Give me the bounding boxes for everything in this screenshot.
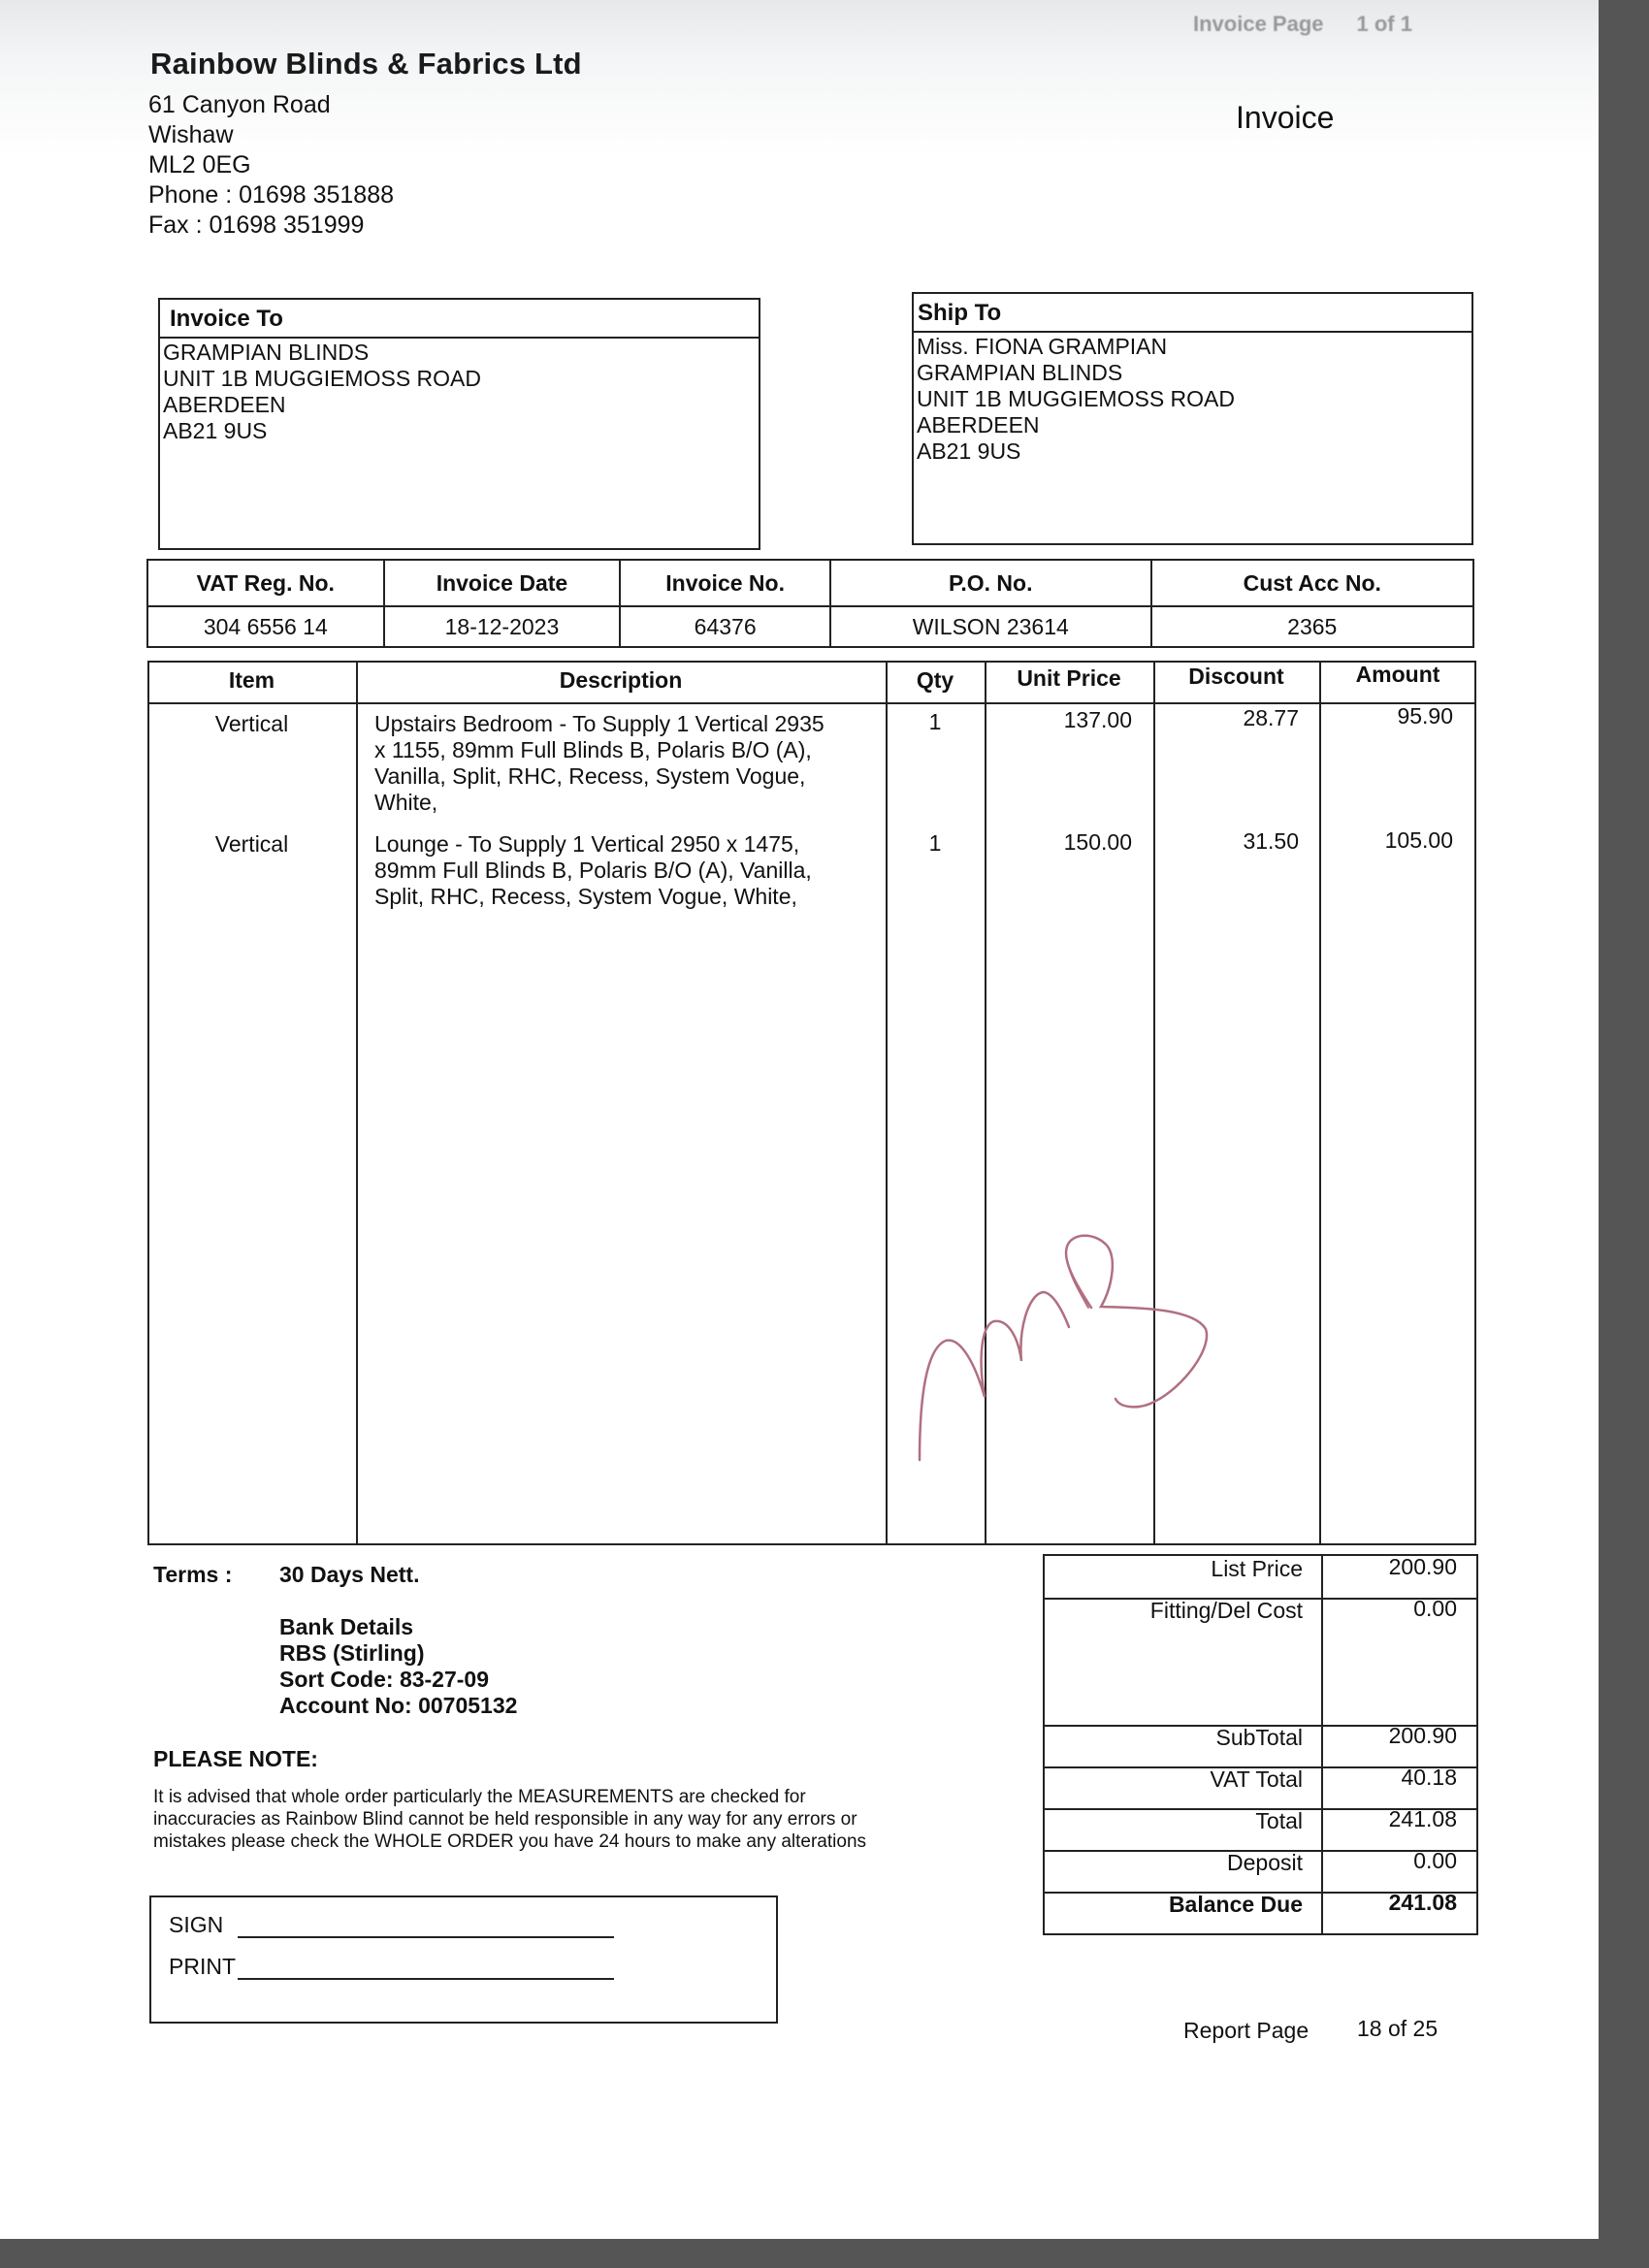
invoice-page-value: 1 of 1 [1356, 12, 1412, 36]
qty-header: Qty [916, 667, 954, 693]
ship-to-title: Ship To [914, 294, 1471, 333]
ship-to-line: Miss. FIONA GRAMPIAN [917, 334, 1168, 359]
item-amount: 95.90 [1397, 703, 1453, 729]
unit-price-header: Unit Price [1017, 665, 1121, 691]
item-name: Vertical [214, 711, 289, 736]
column-divider [356, 661, 358, 1545]
item-unit-price: 150.00 [1063, 829, 1132, 855]
invoice-no-header: Invoice No. [620, 560, 830, 606]
po-no-value: WILSON 23614 [830, 606, 1151, 647]
invoice-to-box [158, 298, 760, 550]
note-line: mistakes please check the WHOLE ORDER you have 24 hours to make any alterations [153, 1831, 867, 1852]
note-line: inaccuracies as Rainbow Blind cannot be held responsible in any way for any errors or [153, 1809, 857, 1830]
ship-to-box [912, 292, 1473, 545]
totals-label: SubTotal [1215, 1725, 1303, 1750]
item-description [374, 831, 879, 910]
invoice-to-line: ABERDEEN [163, 392, 286, 417]
bank-details-title: Bank Details [279, 1614, 414, 1639]
description-line: Lounge - To Supply 1 Vertical 2950 x 1475, [374, 831, 800, 857]
item-qty: 1 [928, 830, 942, 856]
company-address-line: 61 Canyon Road [148, 91, 331, 118]
balance-due-label: Balance Due [1168, 1892, 1303, 1917]
totals-value: 0.00 [1413, 1848, 1457, 1873]
print-line[interactable] [238, 1978, 614, 1980]
terms-label: Terms : [153, 1562, 233, 1587]
company-address [148, 90, 394, 241]
item-description [374, 711, 879, 816]
ship-to-line: UNIT 1B MUGGIEMOSS ROAD [917, 386, 1236, 411]
item-amount: 105.00 [1384, 827, 1453, 853]
ship-to-line: AB21 9US [917, 438, 1021, 464]
company-fax: Fax : 01698 351999 [148, 211, 365, 239]
totals-column-divider [1321, 1554, 1323, 1935]
totals-value: 40.18 [1401, 1765, 1457, 1790]
description-line: Vanilla, Split, RHC, Recess, System Vogue, [374, 763, 806, 789]
invoice-to-title: Invoice To [160, 300, 759, 339]
description-line: 89mm Full Blinds B, Polaris B/O (A), Vanilla, [374, 858, 812, 883]
item-name: Vertical [214, 831, 289, 857]
meta-header-row [147, 560, 1473, 606]
invoice-date-header: Invoice Date [384, 560, 621, 606]
handwritten-signature [873, 1203, 1261, 1494]
column-divider [1319, 661, 1321, 1545]
description-line: Upstairs Bedroom - To Supply 1 Vertical 2935 [374, 711, 824, 736]
item-qty: 1 [928, 709, 942, 734]
totals-value: 200.90 [1388, 1554, 1457, 1579]
invoice-page-counter [1193, 12, 1412, 37]
item-unit-price: 137.00 [1063, 707, 1132, 732]
totals-label: List Price [1211, 1556, 1303, 1581]
invoice-to-line: UNIT 1B MUGGIEMOSS ROAD [163, 366, 482, 391]
note-line: It is advised that whole order particularly the MEASUREMENTS are checked for [153, 1787, 806, 1807]
ship-to-line: ABERDEEN [917, 412, 1040, 437]
items-header-divider [147, 702, 1476, 704]
description-header: Description [559, 667, 683, 693]
company-address-line: ML2 0EG [148, 151, 251, 178]
invoice-no-value: 64376 [620, 606, 830, 647]
meta-value-row [147, 606, 1473, 647]
description-line: Split, RHC, Recess, System Vogue, White, [374, 884, 797, 909]
item-discount: 28.77 [1243, 705, 1299, 730]
po-no-header: P.O. No. [830, 560, 1151, 606]
totals-label: Deposit [1227, 1850, 1303, 1875]
description-line: White, [374, 790, 438, 815]
please-note-title: PLEASE NOTE: [153, 1746, 318, 1771]
invoice-page-label: Invoice Page [1193, 12, 1324, 36]
totals-value: 0.00 [1413, 1596, 1457, 1621]
invoice-date-value: 18-12-2023 [384, 606, 621, 647]
signature-box [149, 1895, 778, 2024]
cust-acc-value: 2365 [1151, 606, 1473, 647]
amount-header: Amount [1355, 662, 1440, 687]
totals-value: 200.90 [1388, 1723, 1457, 1748]
totals-label: Total [1255, 1808, 1303, 1833]
bank-details [279, 1614, 517, 1719]
balance-due-value: 241.08 [1388, 1890, 1457, 1915]
sort-code: Sort Code: 83-27-09 [279, 1667, 490, 1692]
sign-label: SIGN [169, 1912, 224, 1937]
invoice-meta-table [146, 559, 1474, 648]
item-header: Item [228, 667, 275, 693]
totals-label: VAT Total [1210, 1766, 1303, 1792]
document-title: Invoice [1236, 100, 1335, 135]
item-discount: 31.50 [1243, 828, 1299, 854]
company-address-line: Wishaw [148, 121, 234, 148]
terms-value: 30 Days Nett. [279, 1562, 420, 1587]
invoice-to-line: AB21 9US [163, 418, 268, 443]
please-note-text [153, 1786, 866, 1853]
vat-reg-value: 304 6556 14 [147, 606, 384, 647]
discount-header: Discount [1188, 664, 1284, 689]
totals-value: 241.08 [1388, 1806, 1457, 1831]
company-phone: Phone : 01698 351888 [148, 181, 395, 209]
description-line: x 1155, 89mm Full Blinds B, Polaris B/O (A), [374, 737, 812, 762]
vat-reg-header: VAT Reg. No. [147, 560, 384, 606]
report-page-label: Report Page [1183, 2018, 1310, 2043]
ship-to-line: GRAMPIAN BLINDS [917, 360, 1123, 385]
totals-label: Fitting/Del Cost [1149, 1598, 1303, 1623]
cust-acc-header: Cust Acc No. [1151, 560, 1473, 606]
sign-line[interactable] [238, 1936, 614, 1938]
print-label: PRINT [169, 1954, 236, 1979]
company-name: Rainbow Blinds & Fabrics Ltd [150, 47, 582, 81]
invoice-to-line: GRAMPIAN BLINDS [163, 340, 370, 365]
account-number: Account No: 00705132 [279, 1693, 518, 1718]
invoice-to-address [160, 339, 759, 444]
ship-to-address [914, 333, 1471, 465]
report-page-value: 18 of 25 [1357, 2016, 1439, 2041]
bank-name: RBS (Stirling) [279, 1640, 425, 1666]
